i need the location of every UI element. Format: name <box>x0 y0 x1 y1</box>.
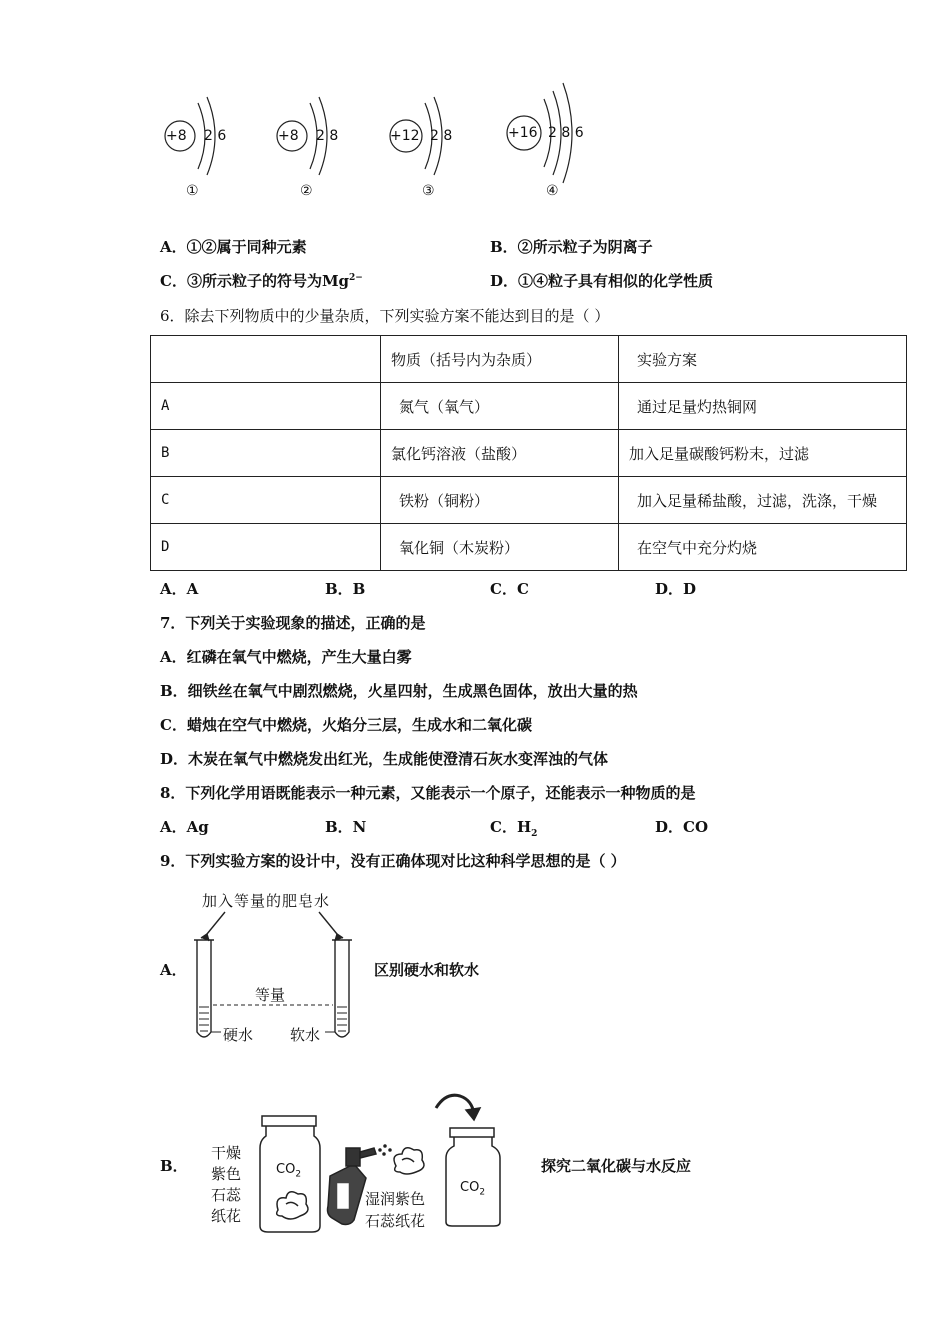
table-row <box>151 524 907 571</box>
q7-option-a: A．红磷在氧气中燃烧，产生大量白雾 <box>160 648 412 666</box>
q5-option-c <box>160 270 363 291</box>
atom-1-shells: 2 6 <box>204 128 227 144</box>
q6-option-d: D．D <box>655 580 697 598</box>
atom-4-label: ④ <box>546 183 559 199</box>
table-cell: D <box>151 524 381 571</box>
table-cell: 铁粉（铜粉） <box>381 477 619 524</box>
table-cell: 在空气中充分灼烧 <box>619 524 907 571</box>
atom-1-label: ① <box>186 183 199 199</box>
dry-flower-line-2: 紫色 <box>211 1165 242 1183</box>
q8-option-b: B．N <box>325 818 367 836</box>
q6-option-c: C．C <box>490 580 529 598</box>
table-cell: C <box>151 477 381 524</box>
table-cell: B <box>151 430 381 477</box>
q5-option-d: D．①④粒子具有相似的化学性质 <box>490 272 714 290</box>
q7-option-d: D．木炭在氧气中燃烧发出红光，生成能使澄清石灰水变浑浊的气体 <box>160 750 609 768</box>
q7-option-b: B．细铁丝在氧气中剧烈燃烧，火星四射，生成黑色固体，放出大量的热 <box>160 682 638 700</box>
table-cell: 氧化铜（木炭粉） <box>381 524 619 571</box>
q5-option-c-text: C．③所示粒子的符号为Mg <box>160 272 350 290</box>
q5-option-b: B．②所示粒子为阴离子 <box>490 238 653 256</box>
q5-option-a: A．①②属于同种元素 <box>160 238 307 256</box>
dry-flower-line-1: 干燥 <box>211 1144 242 1162</box>
right-jar-co2-text: CO <box>460 1180 480 1195</box>
left-jar-co2 <box>276 1162 301 1180</box>
equal-amount-label: 等量 <box>255 986 286 1004</box>
table-cell: 加入足量稀盐酸，过滤，洗涤，干燥 <box>619 477 907 524</box>
q9-option-b-label: B． <box>160 1157 188 1175</box>
hard-water-label: 硬水 <box>223 1026 254 1044</box>
atom-3-label: ③ <box>422 183 435 199</box>
q6-option-a: A．A <box>160 580 199 598</box>
atom-4-nucleus: +16 <box>508 125 538 141</box>
table-header-cell <box>151 336 381 383</box>
q9-option-b-text: 探究二氧化碳与水反应 <box>541 1157 692 1175</box>
q9-option-a-label: A． <box>160 961 187 979</box>
table-cell: A <box>151 383 381 430</box>
q6-table <box>150 335 907 571</box>
atom-2-label: ② <box>300 183 313 199</box>
q8-option-c <box>490 816 537 839</box>
right-jar-co2 <box>460 1180 485 1198</box>
table-cell: 通过足量灼热铜网 <box>619 383 907 430</box>
wet-flower-line-1: 湿润紫色 <box>365 1190 426 1208</box>
q8-option-c-subscript: 2 <box>531 829 538 839</box>
atom-3-shells: 2 8 <box>430 128 453 144</box>
q6-option-b: B．B <box>325 580 366 598</box>
table-header-cell: 实验方案 <box>619 336 907 383</box>
table-row <box>151 430 907 477</box>
right-jar-co2-subscript: 2 <box>479 1187 486 1198</box>
soap-water-label: 加入等量的肥皂水 <box>202 892 331 910</box>
table-cell: 加入足量碳酸钙粉末，过滤 <box>619 430 907 477</box>
atom-3-nucleus: +12 <box>390 128 420 144</box>
dry-flower-line-3: 石蕊 <box>211 1186 242 1204</box>
table-header-cell: 物质（括号内为杂质） <box>381 336 619 383</box>
soft-water-label: 软水 <box>290 1026 321 1044</box>
table-row <box>151 383 907 430</box>
table-cell: 氯化钙溶液（盐酸） <box>381 430 619 477</box>
q7-option-c: C．蜡烛在空气中燃烧，火焰分三层，生成水和二氧化碳 <box>160 716 532 734</box>
dry-flower-line-4: 纸花 <box>211 1207 242 1225</box>
atom-1-nucleus: +8 <box>166 128 187 144</box>
atom-2-shells: 2 8 <box>316 128 339 144</box>
table-row <box>151 477 907 524</box>
table-cell: 氮气（氧气） <box>381 383 619 430</box>
table-header-row <box>151 336 907 383</box>
q5-option-c-charge: 2− <box>349 273 363 283</box>
test-tube-figure <box>185 910 365 1050</box>
left-jar-co2-text: CO <box>276 1162 296 1177</box>
q9-option-a-text: 区别硬水和软水 <box>374 961 480 979</box>
q7-stem: 7．下列关于实验现象的描述，正确的是 <box>160 614 426 632</box>
wet-flower-line-2: 石蕊纸花 <box>365 1212 426 1230</box>
q8-stem: 8．下列化学用语既能表示一种元素，又能表示一个原子，还能表示一种物质的是 <box>160 784 696 802</box>
q8-option-c-text: C．H <box>490 818 532 836</box>
atom-2-nucleus: +8 <box>278 128 299 144</box>
atom-4-shells: 2 8 6 <box>548 125 584 141</box>
q9-stem: 9．下列实验方案的设计中，没有正确体现对比这种科学思想的是（ ） <box>160 852 626 870</box>
q6-stem: 6．除去下列物质中的少量杂质，下列实验方案不能达到目的是（ ） <box>160 307 610 325</box>
q8-option-a: A．Ag <box>160 818 209 836</box>
left-jar-co2-subscript: 2 <box>295 1169 302 1180</box>
q8-option-d: D．CO <box>655 818 709 836</box>
